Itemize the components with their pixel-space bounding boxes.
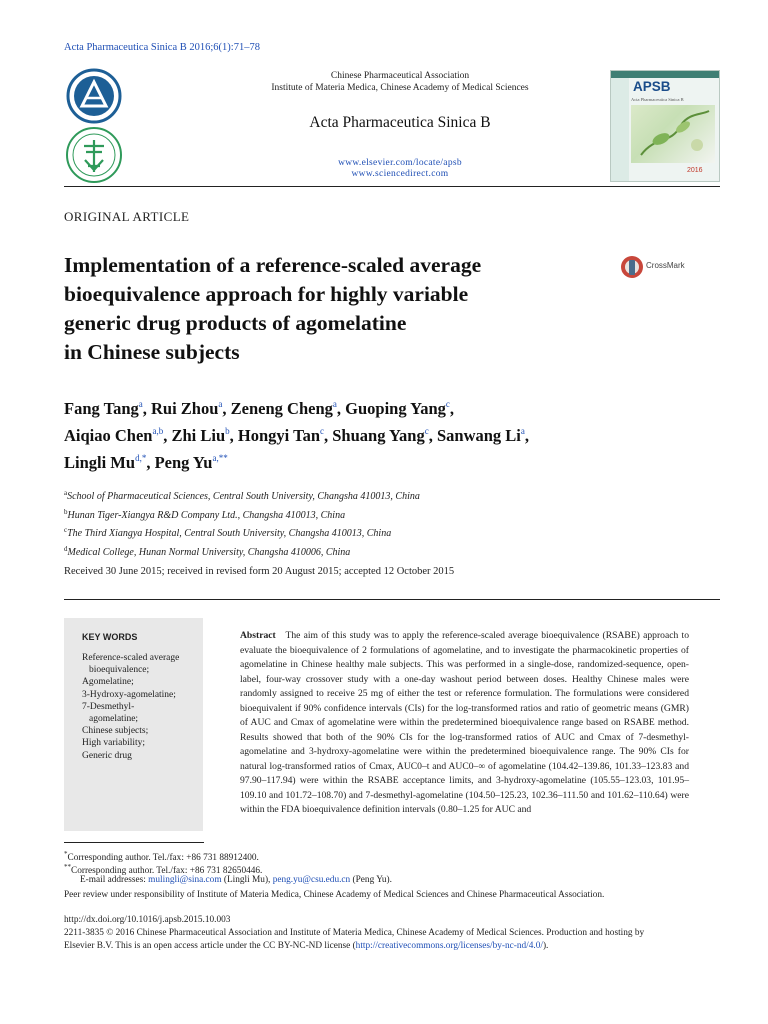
affiliation-list: [64, 486, 664, 560]
keywords-heading: KEY WORDS: [82, 632, 138, 642]
journal-title: Acta Pharmaceutica Sinica B: [309, 114, 491, 131]
abstract-text: The aim of this study was to apply the reference-scaled average bioequivalence (RSABE) approach to evaluate the bioequivalence of 2 formulations of agomelatine, and to investigate the pharmacokinetic properties of agomelatine in Chinese healthy male subjects. This was performed in a single-dose, randomized-sequence, open-label, four-way crossover study with a one-day washout period between doses. Healthy Chinese males were randomly assigned to receive 25 mg of either the test or reference formulation. The formulations were considered bioequivalent if 90% confidence intervals (CIs) for the log-transformed ratios and ratio of geometric means (GMR) of AUC and Cmax of agomelatine were within the predetermined bioequivalence range based on RSABE method. Results showed that both of the 90% CIs for the log-transformed ratios of AUC and Cmax of 7-desmethyl-agomelatine and 3-hydroxy-agomelatine were within the predetermined bioequivalence range. The 90% CIs for natural log-transformed ratios of Cmax, AUC0–t and AUC0–∞ of agomelatine (104.42–139.86, 101.33–123.83 and 97.90–117.94) were within the RSABE acceptance limits, and 3-hydroxy-agomelatine (105.55–123.03, 101.95–109.10 and 101.72–108.70) and 7-desmethyl-agomelatine (104.50–125.23, 102.36–111.50 and 101.62–110.64) were within the FDA bioequivalence definition intervals (0.80–1.25 for AUC and: [240, 630, 689, 815]
keyword-item: Generic drug: [82, 750, 132, 761]
keyword-item: 3-Hydroxy-agomelatine;: [82, 689, 176, 700]
affiliation-item: $^b$Hunan Tiger-Xiangya R&D Company Ltd., Changsha 410013, China: [64, 507, 346, 521]
author-name: Lingli Mu: [64, 453, 136, 472]
affiliation-item: $^a$School of Pharmaceutical Sciences, Central South University, Changsha 410013, China: [64, 489, 420, 502]
keyword-item: bioequivalence;: [89, 665, 150, 676]
keyword-item: Agomelatine;: [82, 677, 134, 688]
abstract: [240, 629, 689, 818]
license-link[interactable]: http://creativecommons.org/licenses/by-nc-nd/4.0/: [355, 941, 543, 951]
header-rule: [64, 186, 720, 187]
author-affil-sup[interactable]: a: [520, 426, 525, 436]
email-link[interactable]: peng.yu@csu.edu.cn: [272, 875, 351, 885]
author-name: Aiqiao Chen: [64, 426, 153, 445]
author-affil-sup[interactable]: c: [320, 426, 324, 436]
author-affil-sup[interactable]: a,b: [152, 426, 164, 436]
peer-review-note: Peer review under responsibility of Institute of Materia Medica, Chinese Academy of Medical Sciences and Chinese Pharmaceutical Association.: [64, 890, 605, 900]
sciencedirect-link[interactable]: www.sciencedirect.com: [351, 169, 449, 179]
title-line: Implementation of a reference-scaled average: [64, 253, 482, 277]
author-name: Rui Zhou: [151, 399, 219, 418]
title-line: in Chinese subjects: [64, 340, 240, 364]
keyword-item: Chinese subjects;: [82, 726, 149, 737]
journal-logo: [64, 68, 126, 129]
cover-artwork: [631, 105, 715, 163]
institute-name: Institute of Materia Medica, Chinese Academy of Medical Sciences: [271, 83, 529, 93]
author-affil-sup[interactable]: c: [424, 426, 429, 436]
society-block: [200, 70, 600, 94]
cover-year: 2016: [687, 167, 703, 174]
apsb-emblem-icon: [64, 68, 124, 124]
crossmark-icon: [620, 254, 644, 280]
elsevier-link[interactable]: www.elsevier.com/locate/apsb: [338, 158, 462, 168]
email-addresses: E-mail addresses: mulingli@sina.com (Lingli Mu), peng.yu@csu.edu.cn (Peng Yu).: [80, 875, 392, 885]
cover-plant-icon: [631, 105, 715, 163]
copyright-line: 2211-3835 © 2016 Chinese Pharmaceutical Association and Institute of Materia Medica, Chinese Academy of Medical Sciences. Production and hosting by: [64, 928, 645, 938]
corresponding-author-1: *Corresponding author. Tel./fax: +86 731 88912400.: [64, 850, 259, 863]
keyword-item: agomelatine;: [89, 714, 139, 725]
journal-citation: Acta Pharmaceutica Sinica B 2016;6(1):71–78: [64, 42, 260, 53]
author-name: Shuang Yang: [332, 426, 425, 445]
article-title: [64, 251, 584, 367]
author-name: Zeneng Cheng: [230, 399, 333, 418]
author-affil-sup[interactable]: c: [445, 399, 450, 409]
abstract-top-rule: [64, 599, 720, 600]
author-affil-sup[interactable]: b: [225, 426, 230, 436]
license-line: Elsevier B.V. This is an open access article under the CC BY-NC-ND license (http://creativecommons.org/licenses/by-nc-nd/4.0/).: [64, 941, 549, 951]
author-list: [64, 393, 624, 474]
keyword-item: 7-Desmethyl-: [82, 701, 135, 712]
author-name: Fang Tang: [64, 399, 139, 418]
journal-cover: [610, 70, 720, 182]
author-name: Peng Yu: [154, 453, 213, 472]
cover-subtitle: Acta Pharmaceutica Sinica B: [631, 97, 684, 102]
keyword-item: Reference-scaled average: [82, 653, 180, 663]
keywords-box: [64, 618, 203, 831]
cpa-seal-icon: [64, 126, 124, 184]
author-line: Lingli $Mu^{d,*}$, Peng $Yu^{a,**}$: [64, 453, 228, 472]
footnote-rule: [64, 842, 204, 843]
title-line: generic drug products of agomelatine: [64, 311, 407, 335]
author-affil-sup[interactable]: a,**: [212, 453, 228, 463]
society-name: Chinese Pharmaceutical Association: [330, 71, 470, 81]
cover-title: APSB: [633, 79, 671, 94]
affiliation-item: $^d$Medical College, Hunan Normal University, Changsha 410006, China: [64, 544, 351, 558]
received-dates: Received 30 June 2015; received in revised form 20 August 2015; accepted 12 October 2015: [64, 566, 455, 577]
author-affil-sup[interactable]: a: [138, 399, 143, 409]
author-name: Guoping Yang: [345, 399, 446, 418]
doi-link[interactable]: http://dx.doi.org/10.1016/j.apsb.2015.10.003: [64, 915, 231, 925]
association-logo: [64, 126, 126, 189]
article-type: ORIGINAL ARTICLE: [64, 209, 190, 224]
cover-band: [611, 71, 719, 78]
email-link[interactable]: mulingli@sina.com: [148, 875, 222, 885]
crossmark-label: CrossMark: [646, 261, 685, 270]
keyword-item: High variability;: [82, 738, 146, 749]
journal-urls: [200, 158, 600, 180]
author-name: Hongyi Tan: [237, 426, 320, 445]
abstract-label: Abstract: [240, 630, 276, 641]
cover-strip: [611, 78, 629, 181]
author-name: Sanwang Li: [436, 426, 521, 445]
author-affil-sup[interactable]: d,*: [135, 453, 147, 463]
author-name: Zhi Liu: [171, 426, 226, 445]
author-line: Fang Tang$^a$, Rui Zhou$^a$, Zeneng Cheng$^a$, Guoping Yang$^c$,: [64, 399, 455, 418]
affiliation-item: $^c$The Third Xiangya Hospital, Central South University, Changsha 410013, China: [64, 526, 392, 540]
title-line: bioequivalence approach for highly variable: [64, 282, 469, 306]
corresponding-author-2: **Corresponding author. Tel./fax: +86 731 82650446.: [64, 863, 263, 876]
author-affil-sup[interactable]: a: [218, 399, 223, 409]
crossmark-badge[interactable]: [620, 254, 710, 280]
keywords-list: [82, 652, 200, 762]
author-affil-sup[interactable]: a: [332, 399, 337, 409]
author-line: Aiqiao Chen$^{a,b}$, Zhi Liu$^b$, Hongyi Tan$^c$, Shuang Yang$^c$, Sanwang Li$^a$,: [64, 426, 530, 445]
